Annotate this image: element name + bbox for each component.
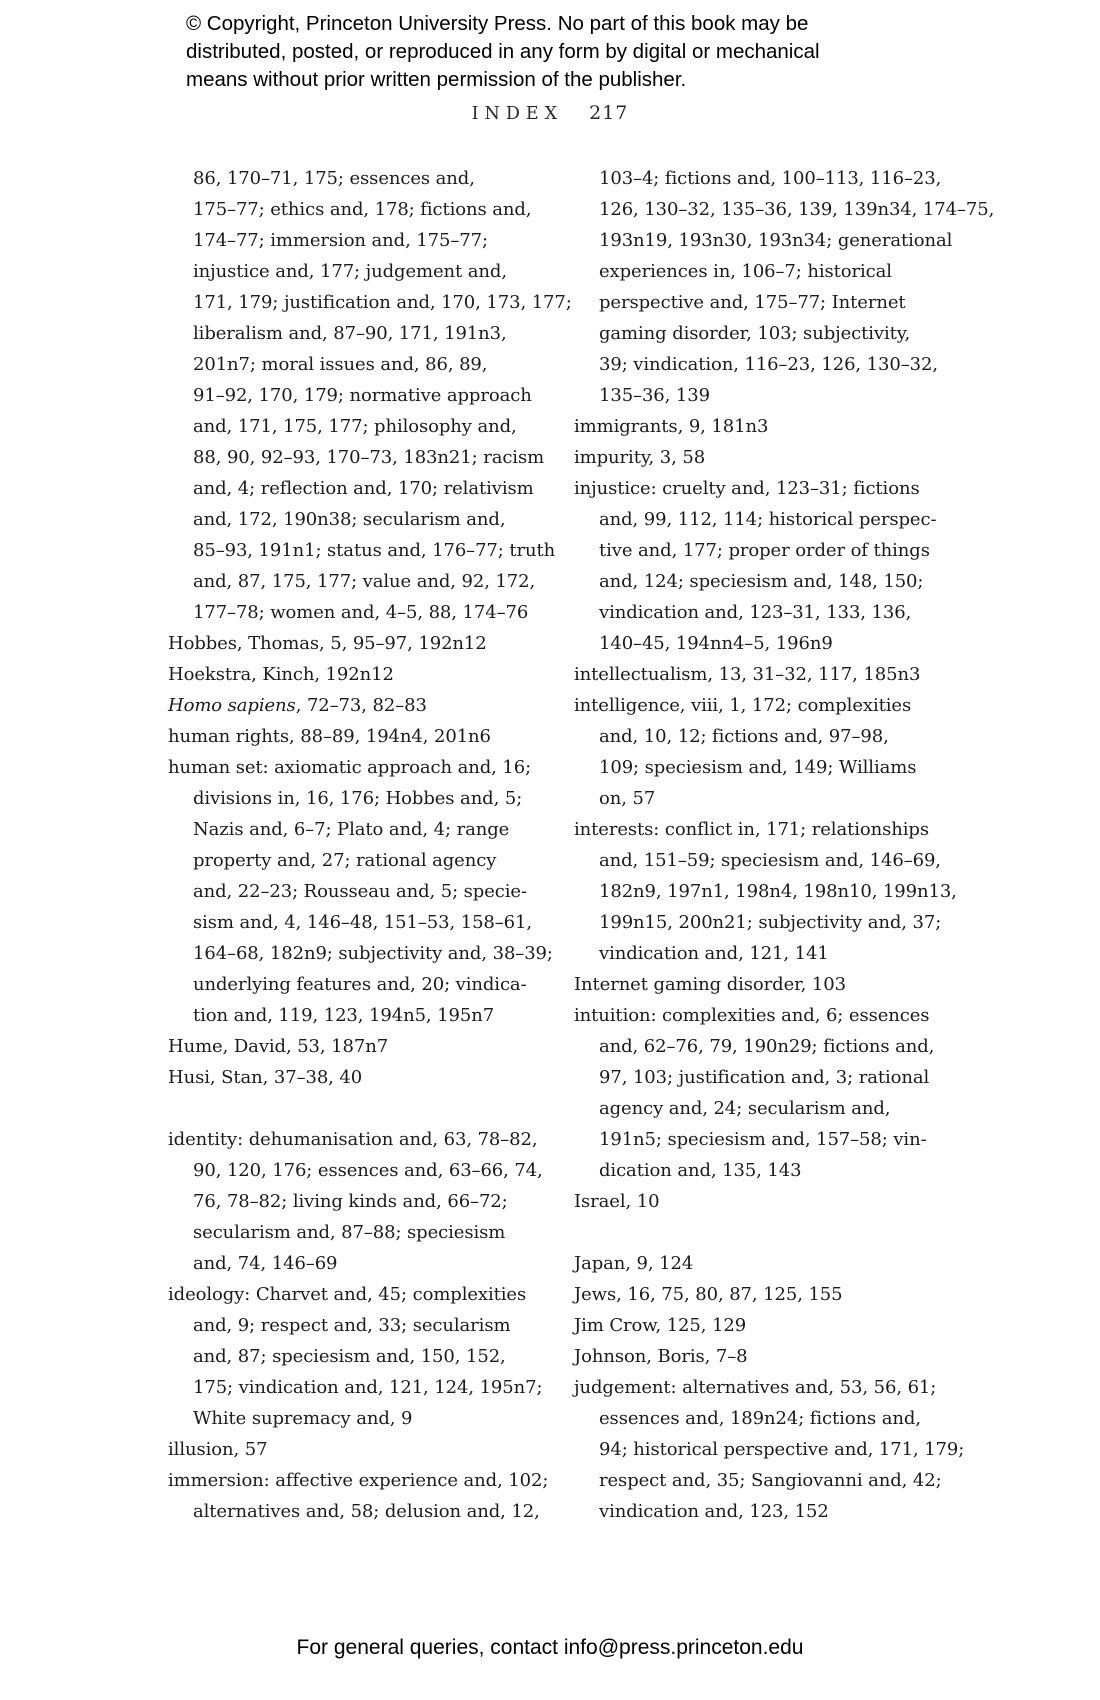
index-line: Internet gaming disorder, 103 — [574, 974, 846, 995]
index-line: alternatives and, 58; delusion and, 12, — [193, 1501, 540, 1522]
copyright-line-1: © Copyright, Princeton University Press. No part of this book may be — [186, 12, 809, 35]
index-line: identity: dehumanisation and, 63, 78–82, — [168, 1129, 538, 1150]
index-line: intelligence, viii, 1, 172; complexities — [574, 695, 912, 716]
index-line: 171, 179; justification and, 170, 173, 177; — [193, 292, 572, 313]
index-line: vindication and, 123, 152 — [599, 1501, 829, 1522]
index-line: Jews, 16, 75, 80, 87, 125, 155 — [574, 1284, 843, 1305]
index-line: 97, 103; justification and, 3; rational — [599, 1067, 930, 1088]
index-line: Nazis and, 6–7; Plato and, 4; range — [193, 819, 510, 840]
index-line: 126, 130–32, 135–36, 139, 139n34, 174–75, — [599, 199, 995, 220]
index-line: respect and, 35; Sangiovanni and, 42; — [599, 1470, 942, 1491]
index-line: injustice and, 177; judgement and, — [193, 261, 507, 282]
copyright-line-3: means without prior written permission of the publisher. — [186, 68, 687, 91]
index-line: Hobbes, Thomas, 5, 95–97, 192n12 — [168, 633, 487, 654]
running-head — [0, 102, 1100, 124]
index-line: property and, 27; rational agency — [193, 850, 497, 871]
index-line: and, 22–23; Rousseau and, 5; specie- — [193, 881, 527, 902]
index-line: secularism and, 87–88; speciesism — [193, 1222, 506, 1243]
running-head-title: INDEX — [471, 104, 564, 124]
index-line: and, 87, 175, 177; value and, 92, 172, — [193, 571, 536, 592]
index-line: 76, 78–82; living kinds and, 66–72; — [193, 1191, 508, 1212]
index-line: tion and, 119, 123, 194n5, 195n7 — [193, 1005, 495, 1026]
index-line: liberalism and, 87–90, 171, 191n3, — [193, 323, 507, 344]
index-line: and, 171, 175, 177; philosophy and, — [193, 416, 517, 437]
copyright-line-2: distributed, posted, or reproduced in any form by digital or mechanical — [186, 40, 820, 63]
index-line: Hume, David, 53, 187n7 — [168, 1036, 389, 1057]
index-line: Hoekstra, Kinch, 192n12 — [168, 664, 394, 685]
index-line: tive and, 177; proper order of things — [599, 540, 930, 561]
index-line: sism and, 4, 146–48, 151–53, 158–61, — [193, 912, 532, 933]
index-line: and, 74, 146–69 — [193, 1253, 338, 1274]
index-line: illusion, 57 — [168, 1439, 268, 1460]
index-line: and, 9; respect and, 33; secularism — [193, 1315, 511, 1336]
index-text: , 72–73, 82–83 — [295, 695, 427, 716]
index-line: judgement: alternatives and, 53, 56, 61; — [574, 1377, 937, 1398]
index-line: injustice: cruelty and, 123–31; fictions — [574, 478, 920, 499]
page-number: 217 — [589, 102, 629, 124]
index-line: agency and, 24; secularism and, — [599, 1098, 891, 1119]
index-line: and, 62–76, 79, 190n29; fictions and, — [599, 1036, 935, 1057]
index-column-left — [168, 163, 572, 1527]
index-line: 94; historical perspective and, 171, 179; — [599, 1439, 965, 1460]
index-line: Husi, Stan, 37–38, 40 — [168, 1067, 363, 1088]
index-line: Johnson, Boris, 7–8 — [574, 1346, 748, 1367]
index-line: dication and, 135, 143 — [599, 1160, 802, 1181]
index-line: and, 87; speciesism and, 150, 152, — [193, 1346, 506, 1367]
index-line: 91–92, 170, 179; normative approach — [193, 385, 532, 406]
index-line: 164–68, 182n9; subjectivity and, 38–39; — [193, 943, 553, 964]
index-line: 109; speciesism and, 149; Williams — [599, 757, 917, 778]
index-line: 88, 90, 92–93, 170–73, 183n21; racism — [193, 447, 545, 468]
index-line: 135–36, 139 — [599, 385, 710, 406]
index-line: gaming disorder, 103; subjectivity, — [599, 323, 911, 344]
footer-contact: For general queries, contact info@press.princeton.edu — [296, 1636, 804, 1659]
index-line: and, 4; reflection and, 170; relativism — [193, 478, 534, 499]
index-line: perspective and, 175–77; Internet — [599, 292, 906, 313]
index-line: on, 57 — [599, 788, 656, 809]
index-line: intuition: complexities and, 6; essences — [574, 1005, 930, 1026]
index-line: and, 151–59; speciesism and, 146–69, — [599, 850, 941, 871]
index-line: human set: axiomatic approach and, 16; — [168, 757, 532, 778]
index-line: 182n9, 197n1, 198n4, 198n10, 199n13, — [599, 881, 957, 902]
index-line: essences and, 189n24; fictions and, — [599, 1408, 921, 1429]
index-line: 39; vindication, 116–23, 126, 130–32, — [599, 354, 938, 375]
index-line: ideology: Charvet and, 45; complexities — [168, 1284, 527, 1305]
index-line: 175; vindication and, 121, 124, 195n7; — [193, 1377, 543, 1398]
index-column-right — [574, 163, 995, 1527]
index-line: 177–78; women and, 4–5, 88, 174–76 — [193, 602, 529, 623]
index-line: immigrants, 9, 181n3 — [574, 416, 769, 437]
index-blank-line — [168, 1093, 543, 1124]
index-line: 86, 170–71, 175; essences and, — [193, 168, 475, 189]
index-line: 193n19, 193n30, 193n34; generational — [599, 230, 953, 251]
index-blank-line — [574, 1217, 949, 1248]
index-line: 201n7; moral issues and, 86, 89, — [193, 354, 488, 375]
index-line — [168, 690, 543, 721]
index-line: vindication and, 121, 141 — [599, 943, 829, 964]
index-line: 85–93, 191n1; status and, 176–77; truth — [193, 540, 556, 561]
index-line: White supremacy and, 9 — [193, 1408, 413, 1429]
index-line: Israel, 10 — [574, 1191, 660, 1212]
index-line: and, 99, 112, 114; historical perspec- — [599, 509, 937, 530]
index-line: divisions in, 16, 176; Hobbes and, 5; — [193, 788, 523, 809]
index-line: and, 124; speciesism and, 148, 150; — [599, 571, 924, 592]
index-line: 174–77; immersion and, 175–77; — [193, 230, 488, 251]
index-line: underlying features and, 20; vindica- — [193, 974, 527, 995]
index-term-italic: Homo sapiens — [168, 695, 296, 716]
copyright-notice — [186, 10, 820, 94]
index-line: Japan, 9, 124 — [574, 1253, 694, 1274]
index-line: interests: conflict in, 171; relationships — [574, 819, 929, 840]
index-line: impurity, 3, 58 — [574, 447, 706, 468]
index-line: and, 10, 12; fictions and, 97–98, — [599, 726, 889, 747]
index-line: Jim Crow, 125, 129 — [574, 1315, 747, 1336]
index-line: immersion: affective experience and, 102; — [168, 1470, 549, 1491]
index-line: intellectualism, 13, 31–32, 117, 185n3 — [574, 664, 921, 685]
index-line: 140–45, 194nn4–5, 196n9 — [599, 633, 833, 654]
index-line: vindication and, 123–31, 133, 136, — [599, 602, 912, 623]
index-line: experiences in, 106–7; historical — [599, 261, 892, 282]
index-line: 103–4; fictions and, 100–113, 116–23, — [599, 168, 942, 189]
index-line: 199n15, 200n21; subjectivity and, 37; — [599, 912, 942, 933]
index-line: 175–77; ethics and, 178; fictions and, — [193, 199, 532, 220]
index-line: and, 172, 190n38; secularism and, — [193, 509, 506, 530]
index-line: 90, 120, 176; essences and, 63–66, 74, — [193, 1160, 543, 1181]
index-line: human rights, 88–89, 194n4, 201n6 — [168, 726, 491, 747]
index-line: 191n5; speciesism and, 157–58; vin- — [599, 1129, 927, 1150]
